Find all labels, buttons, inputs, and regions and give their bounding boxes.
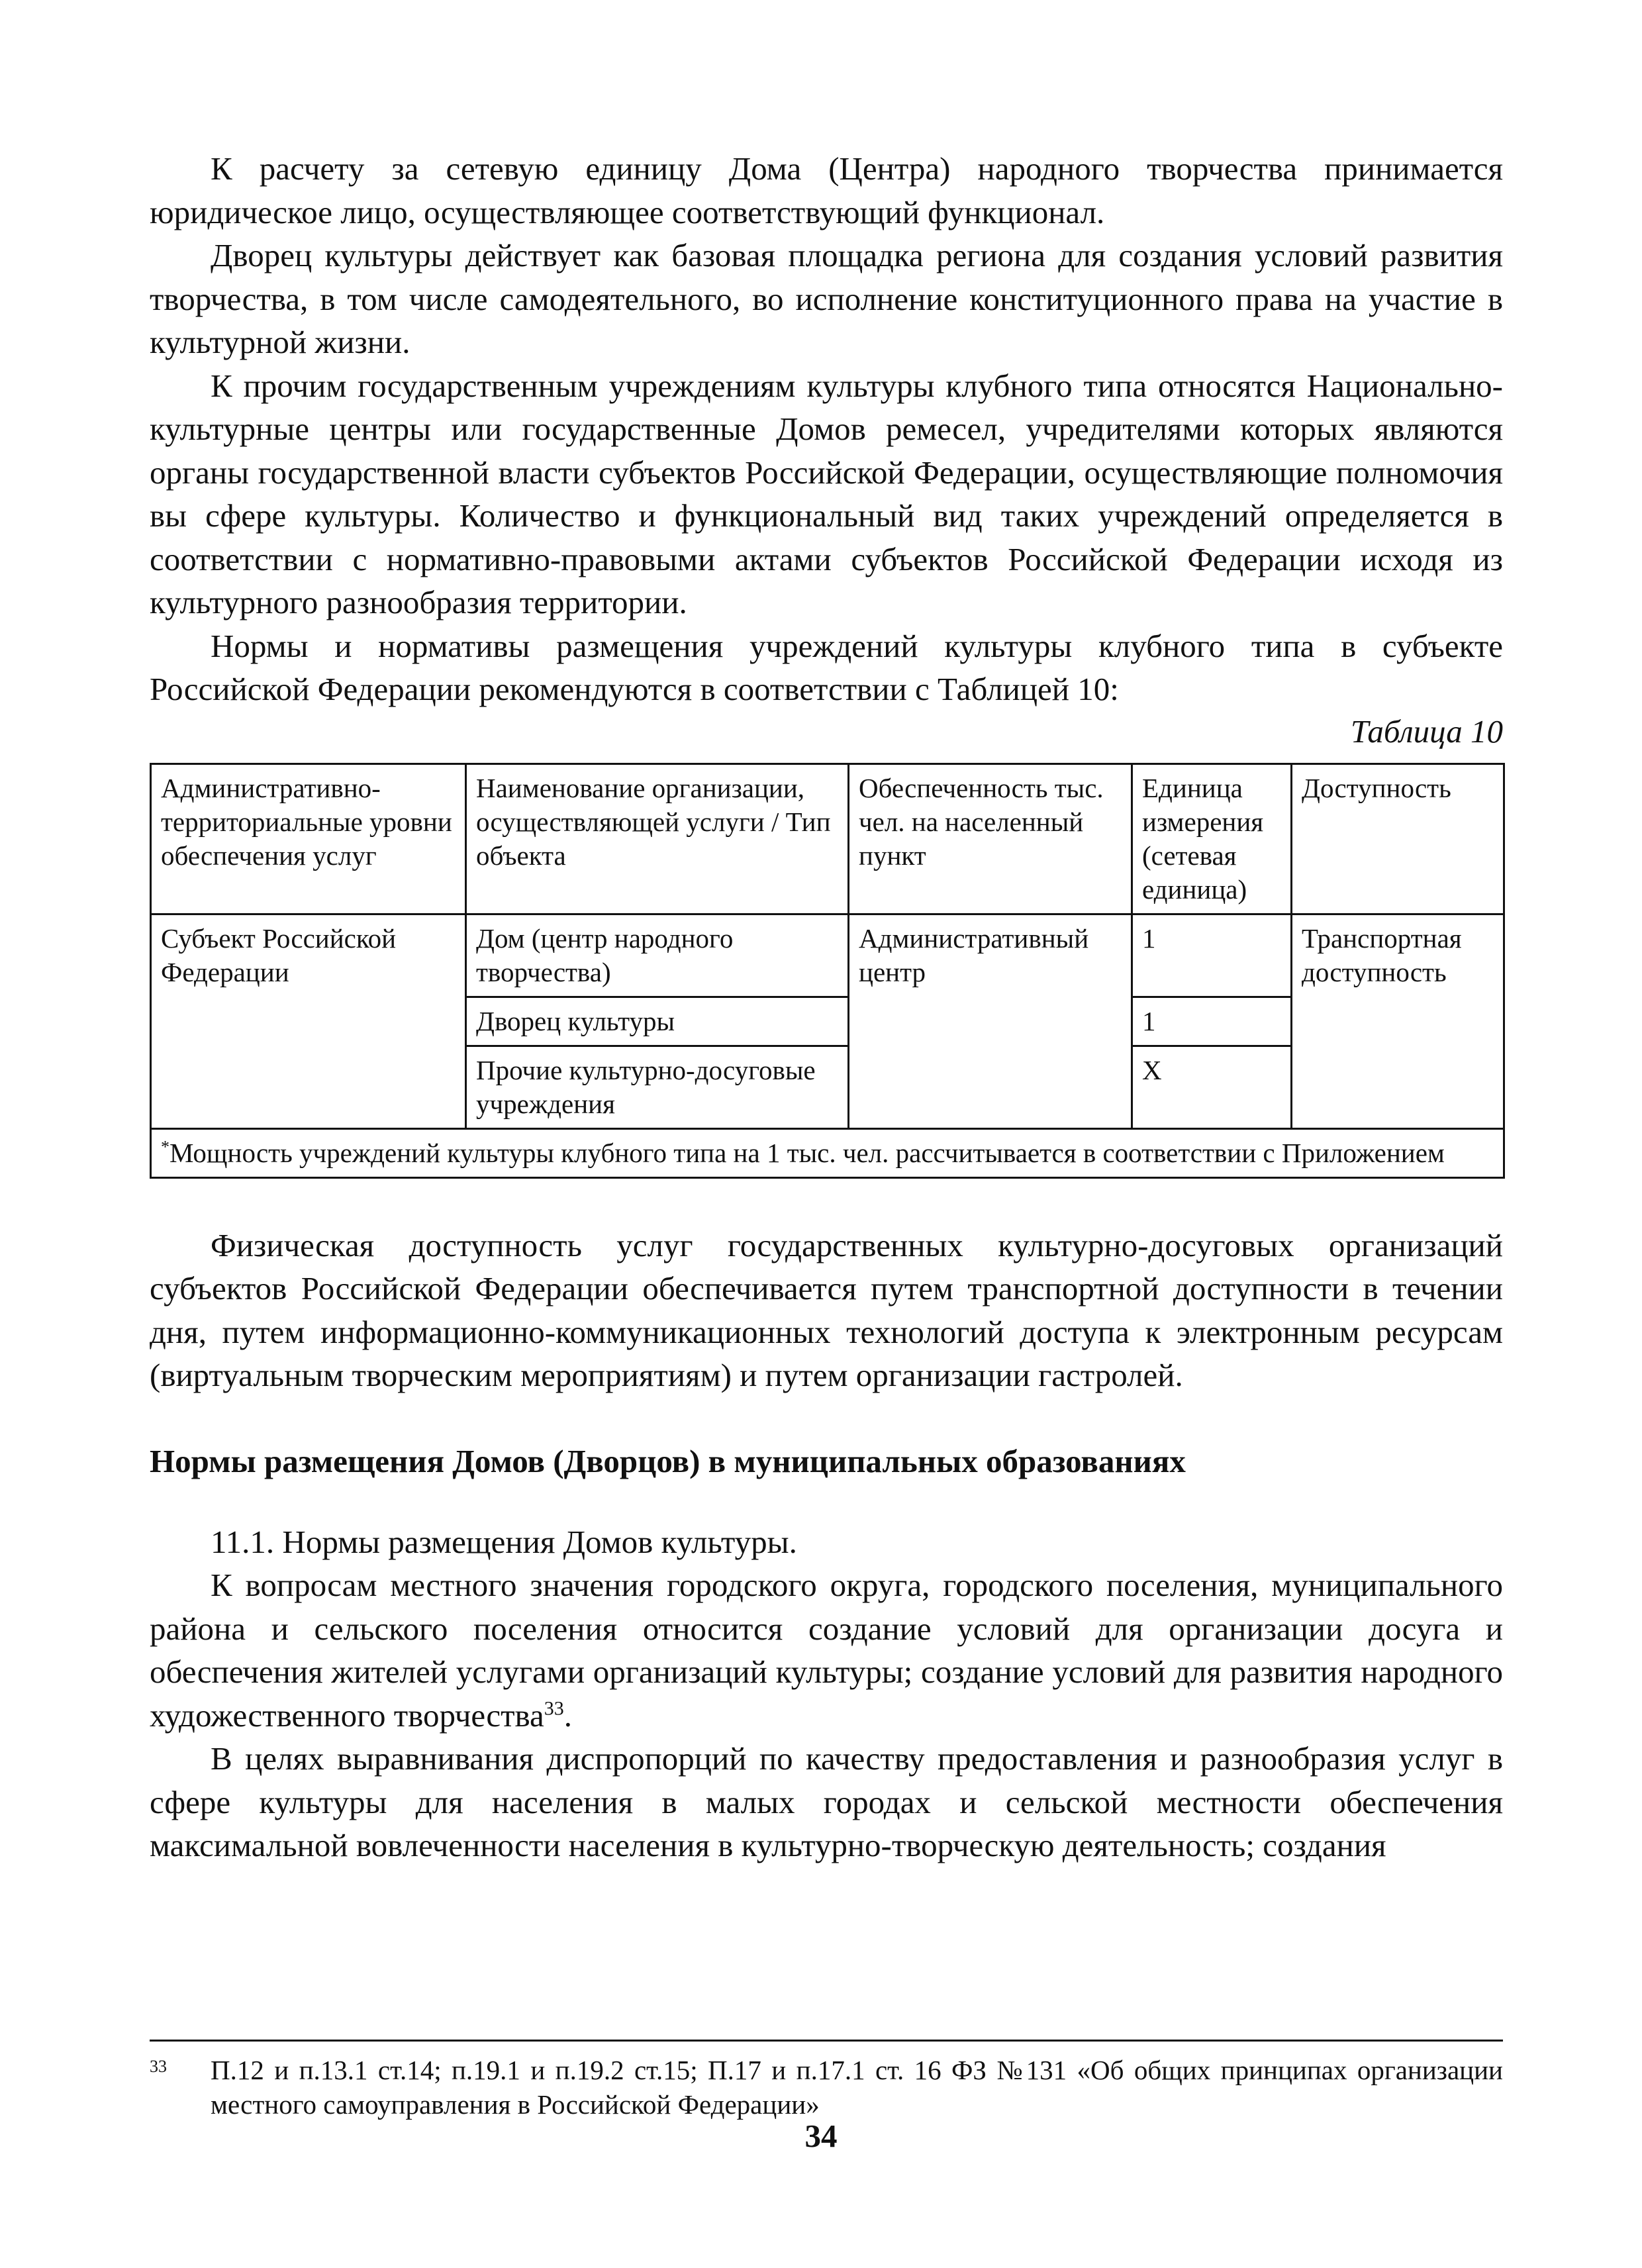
footnote-number: 33 [150, 2057, 167, 2076]
paragraph-local-issues-text: К вопросам местного значения городского округа, городского поселения, муниципального района и сельского поселения относится создание условий для организации досуга и обеспечения жителей услугами организаций культуры; создание условий для развития народного художественного творчества [150, 1567, 1503, 1734]
section-heading: Нормы размещения Домов (Дворцов) в муниципальных образованиях [150, 1442, 1186, 1479]
cell-unit: 1 [1132, 914, 1292, 997]
paragraph-network-unit: К расчету за сетевую единицу Дома (Центра) народного творчества принимается юридическое лицо, осуществляющее соответствующий функционал. [150, 150, 1503, 230]
header-cell-levels: Административно-территориальные уровни обеспечения услуг [151, 764, 466, 914]
paragraph-local-issues-end: . [563, 1697, 573, 1734]
footnote-divider [150, 2040, 1503, 2042]
cell-level: Субъект Российской Федерации [151, 914, 466, 1128]
cell-unit: 1 [1132, 997, 1292, 1046]
paragraph-disproportions: В целях выравнивания диспропорций по качеству предоставления и разнообразия услуг в сфере культуры для населения в малых городах и сельской местности обеспечения максимальной вовлеченности населения в культурно-творческую деятельность; создания [150, 1740, 1503, 1863]
paragraph-section-number: 11.1. Нормы размещения Домов культуры. [211, 1523, 797, 1560]
header-cell-accessibility: Доступность [1292, 764, 1504, 914]
cell-provision: Административный центр [849, 914, 1132, 1128]
cell-object: Прочие культурно-досуговые учреждения [466, 1046, 849, 1128]
cell-unit: Х [1132, 1046, 1292, 1128]
paragraph-physical-accessibility: Физическая доступность услуг государственных культурно-досуговых организаций субъектов Российской Федерации обеспечивается путем транспортной доступности в течении дня, путем информационно-коммуникационных технологий доступа к электронным ресурсам (виртуальным творческим мероприятиям) и путем организации гастролей. [150, 1226, 1503, 1393]
table-note-text: Мощность учреждений культуры клубного типа на 1 тыс. чел. рассчитывается в соответствии с Приложением [169, 1137, 1445, 1168]
header-cell-organization: Наименование организации, осуществляющей услуги / Тип объекта [466, 764, 849, 914]
table-note [151, 1128, 1504, 1177]
norms-table [150, 763, 1505, 1179]
table-header-row [151, 764, 1504, 914]
table-note-mark: * [161, 1136, 169, 1156]
header-cell-unit: Единица измерения (сетевая единица) [1132, 764, 1292, 914]
header-cell-provision: Обеспеченность тыс. чел. на населенный пункт [849, 764, 1132, 914]
page-content [150, 147, 1503, 1867]
paragraph-other-institutions: К прочим государственным учреждениям культуры клубного типа относятся Национально-культурные центры или государственные Домов ремесел, учредителями которых являются органы государственной власти субъектов Российской Федерации, осуществляющие полномочия вы сфере культуры. Количество и функциональный вид таких учреждений определяется в соответствии с нормативно-правовыми актами субъектов Российской Федерации исходя из культурного разнообразия территории. [150, 367, 1503, 620]
cell-object: Дом (центр народного творчества) [466, 914, 849, 997]
table-row [151, 914, 1504, 997]
cell-object: Дворец культуры [466, 997, 849, 1046]
footnote-reference[interactable]: 33 [544, 1697, 564, 1720]
paragraph-palace-of-culture: Дворец культуры действует как базовая площадка региона для создания условий развития творчества, в том числе самодеятельного, во исполнение конституционного права на участие в культурной жизни. [150, 237, 1503, 360]
footnote-text: П.12 и п.13.1 ст.14; п.19.1 и п.19.2 ст.15; П.17 и п.17.1 ст. 16 ФЗ №131 «Об общих принципах организации местного самоуправления в Российской Федерации» [211, 2055, 1503, 2120]
table-caption: Таблица 10 [1350, 713, 1503, 750]
paragraph-table-intro: Нормы и нормативы размещения учреждений культуры клубного типа в субъекте Российской Федерации рекомендуются в соответствии с Таблицей 10: [150, 627, 1503, 707]
paragraph-local-issues [150, 1563, 1503, 1737]
footnote [150, 2053, 1503, 2122]
table-note-row [151, 1128, 1504, 1177]
cell-accessibility: Транспортная доступность [1292, 914, 1504, 1128]
page-number: 34 [804, 2118, 838, 2154]
